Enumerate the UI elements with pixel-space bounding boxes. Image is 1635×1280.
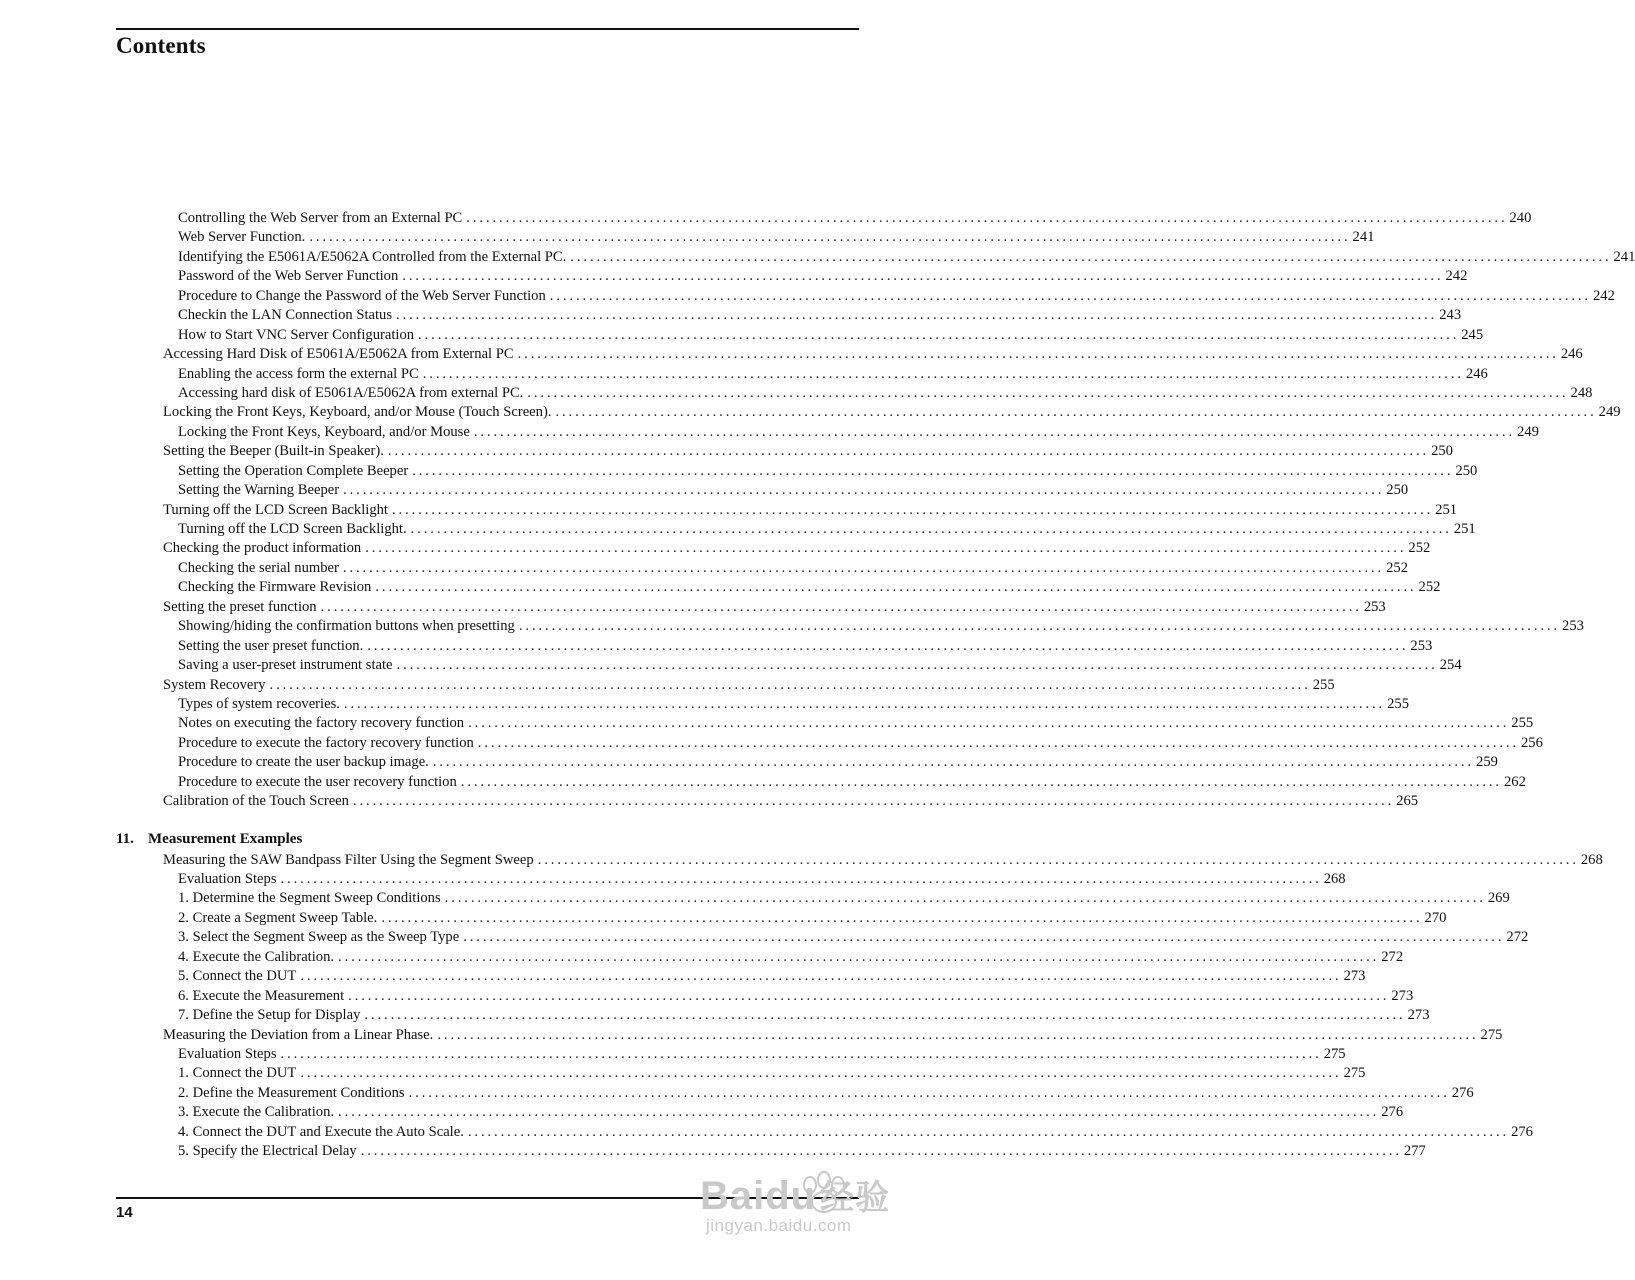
toc-entry[interactable]: [0, 248, 1635, 267]
chapter-number: 11.: [116, 830, 134, 847]
toc-entry-page: 277: [1403, 1143, 1426, 1160]
toc-entry-page: 249: [1598, 404, 1621, 421]
toc-entry-title: How to Start VNC Server Configuration: [178, 326, 415, 343]
toc-entry-title: Evaluation Steps: [178, 871, 277, 887]
dot-leader: ...............................................................................................................................................................: [467, 1123, 1510, 1140]
page-title: Contents: [116, 33, 206, 58]
toc-entry-title: Setting the preset function: [163, 598, 317, 615]
dot-leader: ...............................................................................................................................................................: [537, 851, 1579, 868]
toc-entry-page: 273: [1407, 1007, 1430, 1024]
dot-leader: ...............................................................................................................................................................: [338, 1104, 1380, 1121]
watermark-brand: Baidu: [700, 1174, 817, 1218]
toc-entry-page: 253: [1562, 618, 1584, 635]
dot-leader: ...............................................................................................................................................................: [518, 618, 1561, 635]
chapter-heading: [0, 827, 989, 851]
dot-leader: ...............................................................................................................................................................: [280, 871, 1322, 887]
toc-entry[interactable]: [0, 1142, 1426, 1161]
toc-entry-page: 248: [1570, 384, 1593, 401]
dot-leader: ...............................................................................................................................................................: [343, 482, 1385, 499]
table-of-contents: [0, 209, 1635, 1162]
toc-entry-page: 276: [1511, 1123, 1533, 1140]
toc-entry[interactable]: [0, 928, 1529, 947]
toc-entry[interactable]: [0, 481, 1409, 500]
dot-leader: ...............................................................................................................................................................: [473, 423, 1516, 440]
toc-entry-page: 252: [1386, 559, 1408, 576]
dot-leader: ...............................................................................................................................................................: [437, 1026, 1479, 1043]
toc-entry-title: 2. Define the Measurement Conditions: [178, 1084, 405, 1101]
toc-entry-title: Setting the Operation Complete Beeper: [178, 462, 409, 479]
toc-entry-title: Procedure to Change the Password of the Web Server Function: [178, 287, 546, 304]
toc-entry-page: 255: [1312, 676, 1335, 693]
watermark-cn: 经验: [820, 1179, 891, 1217]
toc-entry-page: 250: [1431, 443, 1453, 460]
dot-leader: ...............................................................................................................................................................: [463, 929, 1505, 946]
toc-entry-title: Setting the Beeper (Built-in Speaker).: [163, 443, 384, 460]
toc-entry-page: 252: [1408, 540, 1431, 557]
toc-entry-title: Identifying the E5061A/E5062A Controlled from the External PC.: [178, 248, 567, 265]
toc-entry[interactable]: [0, 365, 1488, 384]
toc-entry[interactable]: [0, 384, 1593, 403]
toc-entry[interactable]: [0, 1123, 1533, 1142]
dot-leader: ...............................................................................................................................................................: [468, 715, 1510, 732]
dot-leader: ...............................................................................................................................................................: [396, 307, 1438, 324]
toc-entry-title: Showing/hiding the confirmation buttons when presetting: [178, 618, 515, 635]
toc-entry[interactable]: [0, 714, 1534, 733]
toc-entry-title: Procedure to execute the factory recovery function: [178, 734, 474, 751]
dot-leader: ...............................................................................................................................................................: [422, 365, 1464, 382]
dot-leader: ...............................................................................................................................................................: [460, 773, 1502, 790]
toc-entry-page: 275: [1480, 1026, 1503, 1043]
toc-entry-page: 242: [1445, 268, 1468, 285]
toc-entry-title: Types of system recoveries.: [178, 695, 340, 712]
dot-leader: ...............................................................................................................................................................: [348, 987, 1390, 1004]
toc-entry-title: Turning off the LCD Screen Backlight.: [178, 521, 407, 537]
toc-entry-page: 250: [1386, 482, 1409, 499]
toc-entry-title: Measuring the Deviation from a Linear Phase.: [163, 1026, 434, 1043]
dot-leader: ...............................................................................................................................................................: [527, 384, 1569, 401]
dot-leader: ...............................................................................................................................................................: [367, 637, 1409, 654]
toc-entry-page: 265: [1396, 793, 1419, 810]
toc-entry-page: 268: [1323, 871, 1346, 887]
dot-leader: ...............................................................................................................................................................: [396, 657, 1438, 674]
toc-entry-title: Accessing Hard Disk of E5061A/E5062A from External PC: [163, 346, 514, 363]
toc-entry[interactable]: [0, 1064, 1366, 1083]
toc-entry-page: 272: [1506, 929, 1529, 946]
toc-entry-title: Controlling the Web Server from an External PC: [178, 210, 463, 226]
dot-leader: ...............................................................................................................................................................: [280, 1045, 1322, 1062]
dot-leader: ...............................................................................................................................................................: [343, 695, 1386, 712]
toc-entry-page: 246: [1560, 346, 1583, 363]
toc-entry[interactable]: [0, 909, 1447, 928]
toc-entry[interactable]: [0, 228, 1375, 247]
toc-entry-title: System Recovery: [163, 676, 266, 693]
toc-entry[interactable]: [0, 967, 1366, 986]
page-number: 14: [116, 1204, 133, 1221]
toc-entry[interactable]: [0, 870, 1346, 889]
toc-entry[interactable]: [0, 326, 1484, 345]
toc-entry-page: 253: [1363, 598, 1386, 615]
toc-entry[interactable]: [0, 539, 1431, 558]
toc-entry[interactable]: [0, 792, 1419, 811]
toc-entry[interactable]: [0, 1045, 1346, 1064]
toc-entry-title: Checking the Firmware Revision: [178, 579, 372, 596]
toc-entry-title: 4. Execute the Calibration.: [178, 948, 335, 965]
toc-entry[interactable]: [0, 559, 1408, 578]
toc-entry[interactable]: [0, 403, 1621, 422]
toc-entry-title: Procedure to create the user backup image.: [178, 754, 429, 771]
toc-entry-title: 5. Connect the DUT: [178, 968, 297, 985]
toc-entry-page: 241: [1352, 229, 1375, 246]
toc-entry[interactable]: [0, 598, 1386, 617]
toc-entry-title: 1. Determine the Segment Sweep Conditions: [178, 890, 441, 907]
dot-leader: ...............................................................................................................................................................: [444, 890, 1486, 907]
toc-entry[interactable]: [0, 209, 1532, 228]
toc-entry-title: Measuring the SAW Bandpass Filter Using the Segment Sweep: [163, 851, 534, 868]
toc-entry-page: 276: [1451, 1084, 1474, 1101]
toc-entry-page: 276: [1381, 1104, 1404, 1121]
toc-entry[interactable]: [0, 423, 1539, 442]
top-rule: [116, 28, 859, 30]
toc-entry-page: 254: [1439, 657, 1462, 674]
toc-entry-page: 268: [1580, 851, 1603, 868]
dot-leader: ...............................................................................................................................................................: [418, 326, 1460, 343]
dot-leader: ...............................................................................................................................................................: [338, 948, 1380, 965]
toc-entry[interactable]: [0, 753, 1498, 772]
toc-entry-title: 6. Execute the Measurement: [178, 987, 345, 1004]
toc-entry-page: 259: [1476, 754, 1498, 771]
bottom-rule: [116, 1197, 859, 1199]
toc-entry-title: Checkin the LAN Connection Status: [178, 307, 393, 324]
toc-entry[interactable]: [0, 773, 1526, 792]
toc-entry-page: 255: [1511, 715, 1534, 732]
dot-leader: ...............................................................................................................................................................: [412, 462, 1454, 479]
toc-entry[interactable]: [0, 637, 1433, 656]
toc-entry[interactable]: [0, 306, 1462, 325]
toc-entry-title: Calibration of the Touch Screen: [163, 793, 349, 810]
toc-entry-title: Locking the Front Keys, Keyboard, and/or Mouse: [178, 423, 470, 440]
toc-entry[interactable]: [0, 656, 1462, 675]
toc-entry[interactable]: [0, 695, 1409, 714]
toc-entry-page: 243: [1439, 307, 1462, 324]
toc-entry[interactable]: [0, 578, 1441, 597]
toc-entry-title: Password of the Web Server Function: [178, 268, 399, 285]
dot-leader: ...............................................................................................................................................................: [549, 287, 1591, 304]
dot-leader: ...............................................................................................................................................................: [477, 734, 1519, 751]
dot-leader: ...............................................................................................................................................................: [555, 404, 1597, 421]
toc-entry-title: Checking the serial number: [178, 559, 339, 576]
toc-entry[interactable]: [0, 851, 1603, 870]
toc-entry-page: 272: [1381, 948, 1404, 965]
watermark-url: jingyan.baidu.com: [706, 1216, 852, 1235]
toc-entry-title: 3. Execute the Calibration.: [178, 1104, 335, 1121]
toc-entry-title: Locking the Front Keys, Keyboard, and/or Mouse (Touch Screen).: [163, 404, 552, 421]
toc-entry-title: Notes on executing the factory recovery function: [178, 715, 465, 732]
toc-entry-page: 273: [1391, 987, 1414, 1004]
dot-leader: ...............................................................................................................................................................: [300, 1065, 1342, 1082]
toc-entry[interactable]: [0, 1006, 1430, 1025]
toc-entry[interactable]: [0, 1084, 1474, 1103]
toc-entry-page: 240: [1509, 210, 1532, 226]
dot-leader: ...............................................................................................................................................................: [300, 968, 1342, 985]
toc-entry-title: Procedure to execute the user recovery function: [178, 773, 457, 790]
toc-entry-title: Setting the Warning Beeper: [178, 482, 340, 499]
toc-entry-title: 4. Connect the DUT and Execute the Auto Scale.: [178, 1123, 464, 1140]
toc-entry[interactable]: [0, 442, 1453, 461]
toc-entry-title: 3. Select the Segment Sweep as the Sweep Type: [178, 929, 460, 946]
toc-entry-title: 2. Create a Segment Sweep Table.: [178, 909, 378, 926]
toc-entry[interactable]: [0, 345, 1583, 364]
toc-entry-page: 251: [1453, 521, 1476, 537]
dot-leader: ...............................................................................................................................................................: [364, 1007, 1406, 1024]
chapter-title: Measurement Examples: [148, 830, 303, 847]
toc-entry-title: Web Server Function.: [178, 229, 306, 246]
toc-entry[interactable]: [0, 462, 1478, 481]
dot-leader: ...............................................................................................................................................................: [408, 1084, 1450, 1101]
toc-entry-page: 251: [1435, 501, 1458, 518]
toc-entry-page: 245: [1461, 326, 1484, 343]
toc-entry-title: Enabling the access form the external PC: [178, 365, 419, 382]
dot-leader: ...............................................................................................................................................................: [387, 443, 1430, 460]
toc-entry[interactable]: [0, 1026, 1503, 1045]
dot-leader: ...............................................................................................................................................................: [342, 559, 1385, 576]
dot-leader: ...............................................................................................................................................................: [360, 1143, 1402, 1160]
dot-leader: ...............................................................................................................................................................: [517, 346, 1559, 363]
dot-leader: ...............................................................................................................................................................: [269, 676, 1311, 693]
toc-entry-title: Accessing hard disk of E5061A/E5062A from external PC.: [178, 384, 524, 401]
toc-entry[interactable]: [0, 987, 1414, 1006]
dot-leader: ...............................................................................................................................................................: [352, 793, 1395, 810]
toc-entry-page: 246: [1465, 365, 1488, 382]
toc-entry-page: 255: [1387, 695, 1409, 712]
toc-entry-page: 241: [1613, 248, 1635, 265]
dot-leader: ...............................................................................................................................................................: [365, 540, 1407, 557]
toc-entry-page: 242: [1592, 287, 1615, 304]
toc-entry[interactable]: [0, 889, 1510, 908]
toc-entry-page: 275: [1343, 1065, 1366, 1082]
toc-entry-page: 256: [1521, 734, 1543, 751]
dot-leader: ...............................................................................................................................................................: [375, 579, 1417, 596]
toc-entry-title: Checking the product information: [163, 540, 362, 557]
toc-entry-title: Turning off the LCD Screen Backlight: [163, 501, 388, 518]
toc-entry[interactable]: [0, 501, 1458, 520]
toc-entry[interactable]: [0, 617, 1584, 636]
dot-leader: ...............................................................................................................................................................: [309, 229, 1351, 246]
toc-entry-page: 249: [1517, 423, 1539, 440]
dot-leader: ...............................................................................................................................................................: [402, 268, 1444, 285]
toc-entry-page: 250: [1455, 462, 1478, 479]
dot-leader: ...............................................................................................................................................................: [410, 521, 1452, 537]
toc-entry-page: 269: [1487, 890, 1510, 907]
dot-leader: ...............................................................................................................................................................: [320, 598, 1362, 615]
toc-entry-title: 1. Connect the DUT: [178, 1065, 297, 1082]
dot-leader: ...............................................................................................................................................................: [391, 501, 1434, 518]
toc-entry-page: 275: [1323, 1045, 1346, 1062]
toc-entry-page: 252: [1418, 579, 1441, 596]
dot-leader: ...............................................................................................................................................................: [570, 248, 1612, 265]
toc-entry-title: Evaluation Steps: [178, 1045, 277, 1062]
toc-entry-page: 262: [1503, 773, 1526, 790]
toc-entry-page: 273: [1343, 968, 1366, 985]
toc-entry-title: Setting the user preset function.: [178, 637, 364, 654]
dot-leader: ...............................................................................................................................................................: [432, 754, 1475, 771]
toc-entry[interactable]: [0, 287, 1615, 306]
toc-entry[interactable]: [0, 734, 1543, 753]
toc-entry-page: 253: [1410, 637, 1433, 654]
dot-leader: ...............................................................................................................................................................: [466, 210, 1508, 226]
toc-entry[interactable]: [0, 676, 1335, 695]
toc-entry[interactable]: [0, 1103, 1404, 1122]
toc-entry-title: 5. Specify the Electrical Delay: [178, 1143, 357, 1160]
toc-entry[interactable]: [0, 948, 1404, 967]
toc-entry-title: 7. Define the Setup for Display: [178, 1007, 361, 1024]
toc-entry-page: 270: [1424, 909, 1447, 926]
dot-leader: ...............................................................................................................................................................: [381, 909, 1423, 926]
toc-entry-title: Saving a user-preset instrument state: [178, 657, 393, 674]
toc-entry[interactable]: [0, 267, 1468, 286]
toc-entry[interactable]: [0, 520, 1476, 539]
